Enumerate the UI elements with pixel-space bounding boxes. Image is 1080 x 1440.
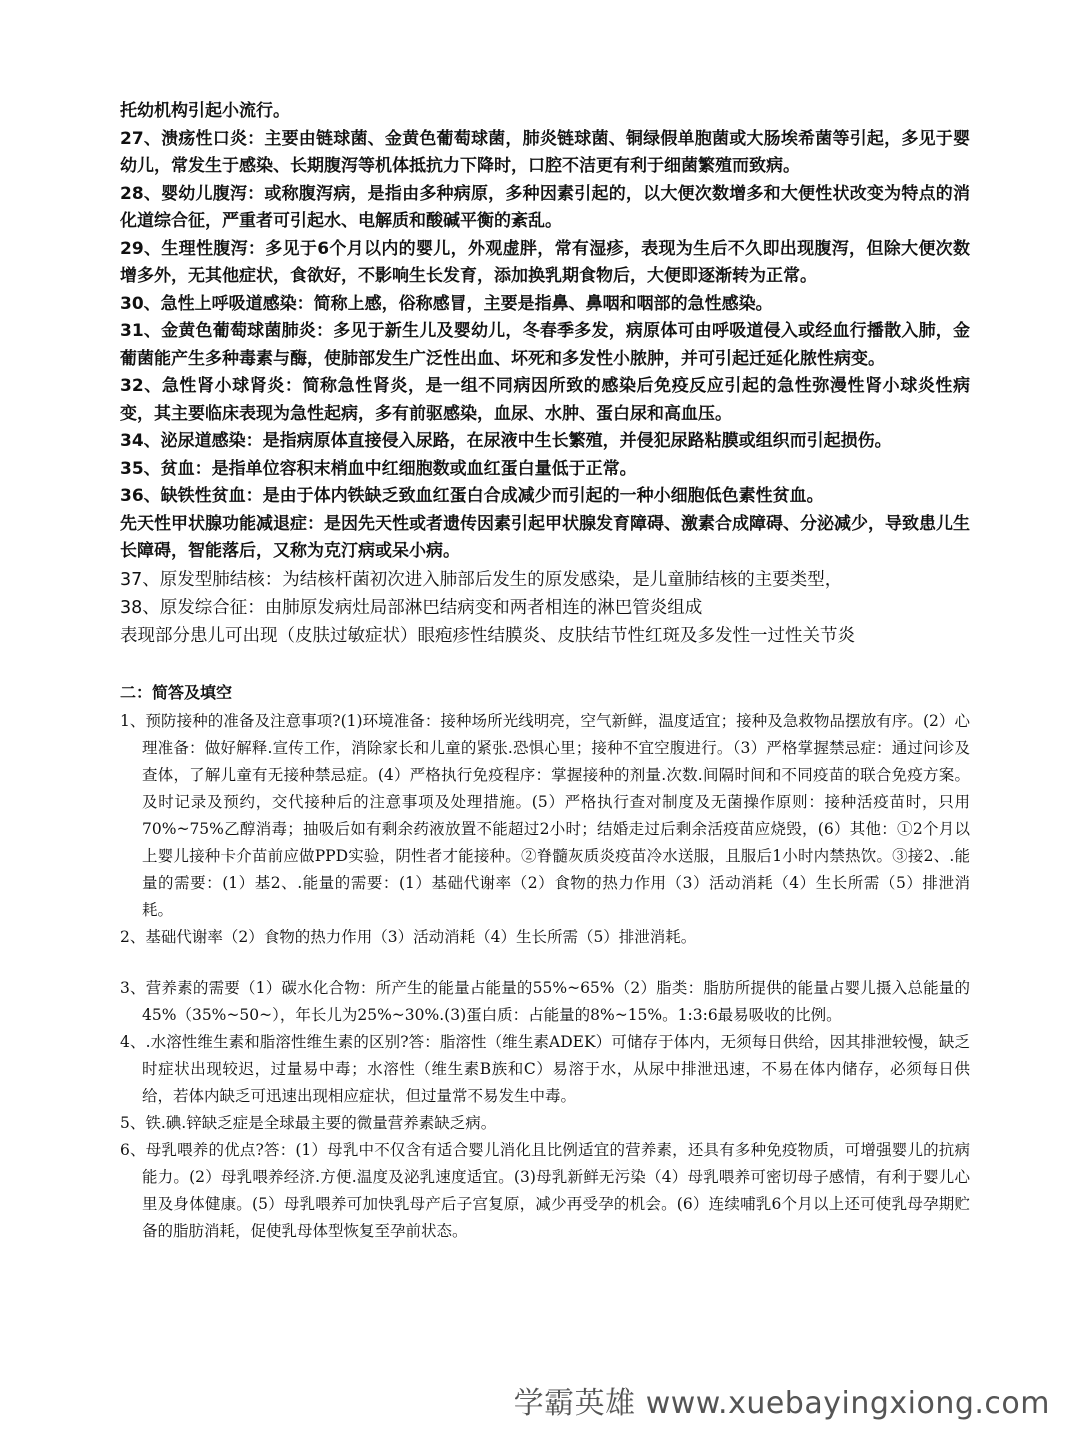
qa-item-nutrients: 3、营养素的需要（1）碳水化合物：所产生的能量占能量的55%~65%（2）脂类：脂肪所提供的能量占婴儿摄入总能量的45%（35%~50~），年长儿为25%~30%.(3)蛋白质：占能量的8%~15%。1:3:6最易吸收的比例。: [120, 978, 970, 1024]
qa-item-vaccination: 1、预防接种的准备及注意事项?(1)环境准备：接种场所光线明亮，空气新鲜，温度适宜；接种及急救物品摆放有序。(2）心理准备：做好解释.宣传工作，消除家长和儿童的紧张.恐惧心里；接种不宜空腹进行。（3）严格掌握禁忌症：通过问诊及查体，了解儿童有无接种禁忌症。(4）严格执行免疫程序：掌握接种的剂量.次数.间隔时间和不同疫苗的联合免疫方案。及时记录及预约，交代接种后的注意事项及处理措施。(5）严格执行查对制度及无菌操作原则：接种活疫苗时，只用70%~75%乙醇消毒；抽吸后如有剩余药液放置不能超过2小时；结婚走过后剩余活疫苗应烧毁，(6）其他：①2个月以上婴儿接种卡介苗前应做PPD实验，阴性者才能接种。②脊髓灰质炎疫苗冷水送服，且服后1小时内禁热饮。③接2、.能量的需要：(1）基2、.能量的需要：(1）基础代谢率（2）食物的热力作用（3）活动消耗（4）生长所需（5）排泄消耗。: [120, 711, 970, 919]
definition-physiological-diarrhea: 29、生理性腹泻：多见于6个月以内的婴儿，外观虚胖，常有湿疹，表现为生后不久即出现腹泻，但除大便次数增多外，无其他症状，食欲好，不影响生长发育，添加换乳期食物后，大便即逐渐转为正常。: [120, 238, 970, 286]
definition-congenital-hypothyroidism: 先天性甲状腺功能减退症：是因先天性或者遗传因素引起甲状腺发育障碍、激素合成障碍、分泌减少，导致患儿生长障碍，智能落后，又称为克汀病或呆小病。: [120, 513, 970, 561]
footer-watermark: 学霸英雄 www.xuebayingxiong.com: [513, 1386, 1050, 1421]
definition-glomerulonephritis: 32、急性肾小球肾炎：简称急性肾炎，是一组不同病因所致的感染后免疫反应引起的急性弥漫性肾小球炎性病变，其主要临床表现为急性起病，多有前驱感染，血尿、水肿、蛋白尿和高血压。: [120, 376, 970, 424]
definition-upper-respiratory-infection: 30、急性上呼吸道感染：简称上感，俗称感冒，主要是指鼻、鼻咽和咽部的急性感染。: [120, 293, 773, 314]
definition-infant-diarrhea: 28、婴幼儿腹泻：或称腹泻病，是指由多种病原，多种因素引起的，以大便次数增多和大便性状改变为特点的消化道综合征，严重者可引起水、电解质和酸碱平衡的紊乱。: [120, 183, 970, 231]
definition-primary-tuberculosis: 37、原发型肺结核：为结核杆菌初次进入肺部后发生的原发感染，是儿童肺结核的主要类型，: [120, 569, 843, 590]
qa-item-vitamins: 4、.水溶性维生素和脂溶性维生素的区别?答：脂溶性（维生素ADEK）可储存于体内，无须每日供给，因其排泄较慢，缺乏时症状出现较迟，过量易中毒；水溶性（维生素B族和C）易溶于水，从尿中排泄迅速，不易在体内储存，必须每日供给，若体内缺乏可迅速出现相应症状，但过量常不易发生中毒。: [120, 1032, 970, 1105]
definition-iron-deficiency-anemia: 36、缺铁性贫血：是由于体内铁缺乏致血红蛋白合成减少而引起的一种小细胞低色素性贫血。: [120, 486, 824, 506]
definition-urinary-infection: 34、泌尿道感染：是指病原体直接侵入尿路，在尿液中生长繁殖，并侵犯尿路粘膜或组织而引起损伤。: [120, 431, 892, 451]
qa-item-energy: 2、基础代谢率（2）食物的热力作用（3）活动消耗（4）生长所需（5）排泄消耗。: [120, 927, 697, 946]
definition-line: 托幼机构引起小流行。: [120, 101, 290, 121]
qa-item-breastfeeding: 6、母乳喂养的优点?答：(1）母乳中不仅含有适合婴儿消化且比例适宜的营养素，还具有多种免疫物质，可增强婴儿的抗病能力。(2）母乳喂养经济.方便.温度及泌乳速度适宜。(3)母乳新鲜无污染（4）母乳喂养可密切母子感情，有利于婴儿心里及身体健康。(5）母乳喂养可加快乳母产后子宫复原，减少再受孕的机会。(6）连续哺乳6个月以上还可使乳母孕期贮备的脂肪消耗，促使乳母体型恢复至孕前状态。: [120, 1140, 970, 1240]
definition-anemia: 35、贫血：是指单位容积末梢血中红细胞数或血红蛋白量低于正常。: [120, 458, 637, 479]
definition-primary-complex: 38、原发综合征：由肺原发病灶局部淋巴结病变和两者相连的淋巴管炎组成: [120, 597, 703, 618]
definition-ulcerative-stomatitis: 27、溃疡性口炎：主要由链球菌、金黄色葡萄球菌，肺炎链球菌、铜绿假单胞菌或大肠埃希菌等引起，多见于婴幼儿，常发生于感染、长期腹泻等机体抵抗力下降时，口腔不洁更有利于细菌繁殖而致病。: [120, 128, 970, 176]
definition-staph-pneumonia: 31、金黄色葡萄球菌肺炎：多见于新生儿及婴幼儿，冬春季多发，病原体可由呼吸道侵入或经血行播散入肺，金葡菌能产生多种毒素与酶，使肺部发生广泛性出血、坏死和多发性小脓肿，并可引起迁延化脓性病变。: [120, 321, 970, 369]
document-page: [120, 98, 970, 1245]
qa-item-micronutrients: 5、铁.碘.锌缺乏症是全球最主要的微量营养素缺乏病。: [120, 1113, 497, 1132]
symptom-line: 表现部分患儿可出现（皮肤过敏症状）眼疱疹性结膜炎、皮肤结节性红斑及多发性一过性关节炎: [120, 625, 855, 646]
section-title: 二：简答及填空: [120, 682, 233, 702]
qa-list: [120, 708, 970, 1245]
